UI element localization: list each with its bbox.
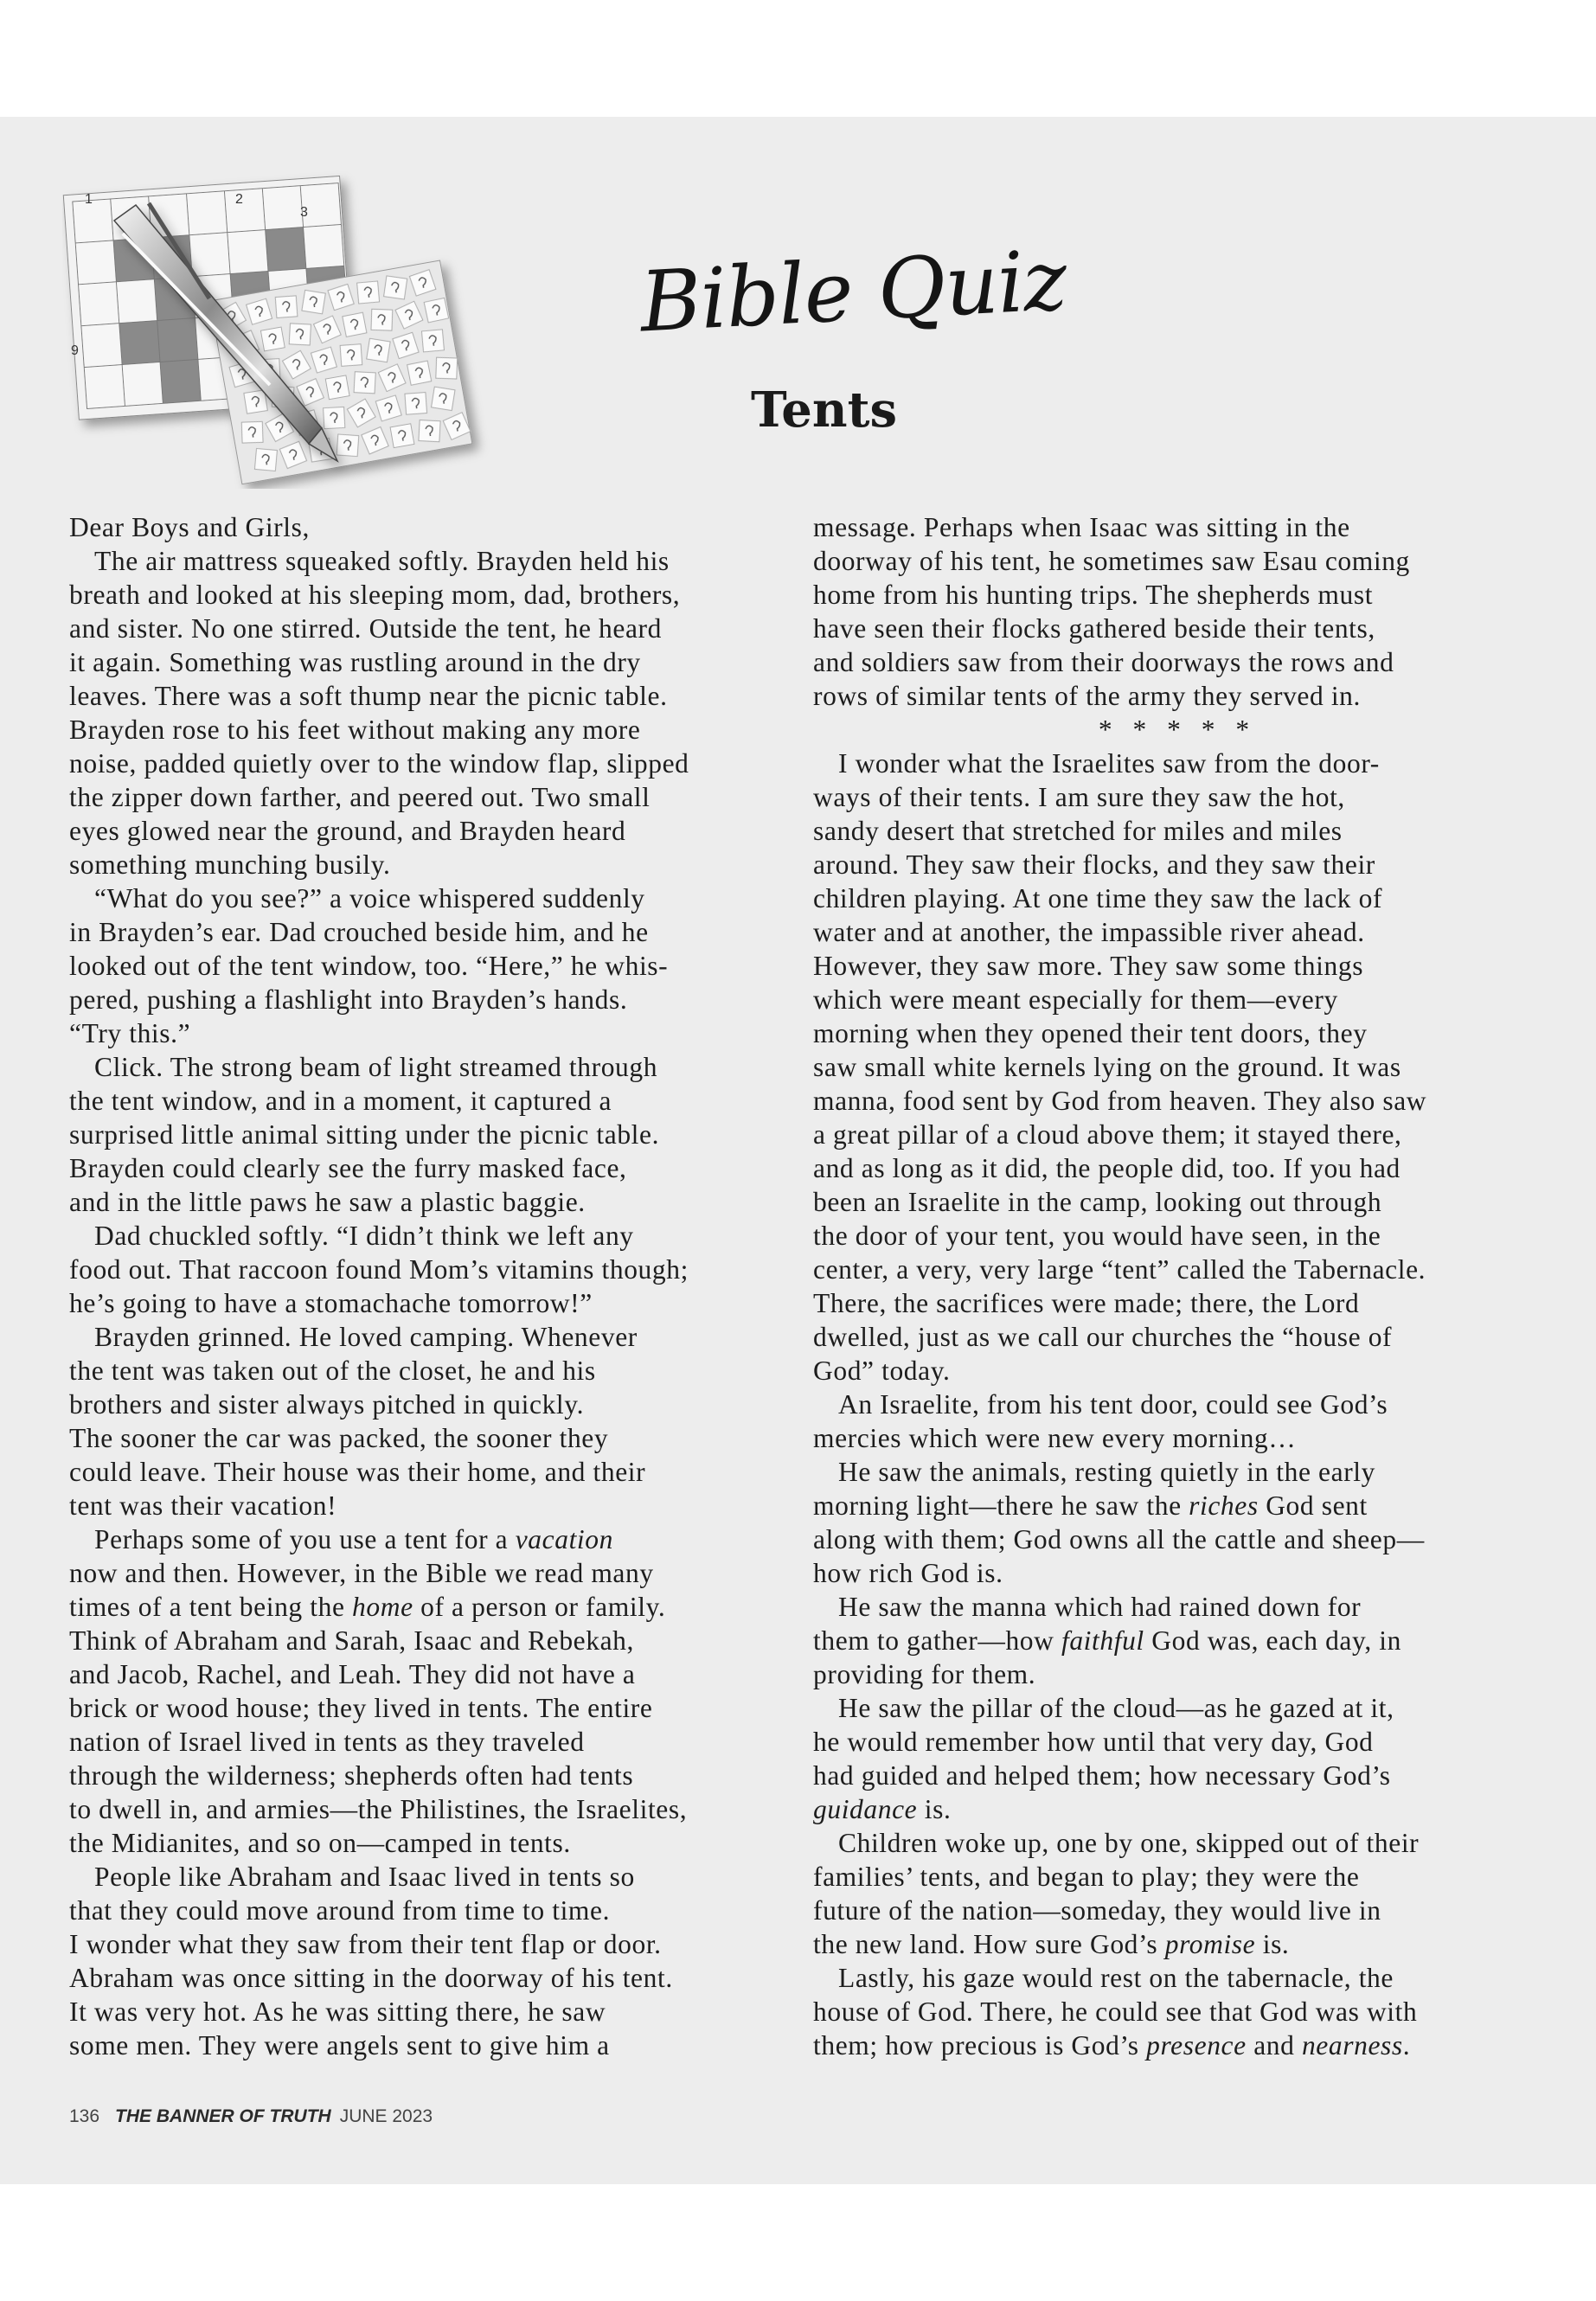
- text-line: pered, pushing a flashlight into Brayden’s hands.: [69, 984, 628, 1015]
- text-line: guidance is.: [813, 1794, 952, 1824]
- text-line: he would remember how until that very day, God: [813, 1727, 1374, 1757]
- text-line: the tent window, and in a moment, it captured a: [69, 1086, 612, 1116]
- text-line: around. They saw their flocks, and they saw their: [813, 849, 1375, 880]
- text-line: that they could move around from time to time.: [69, 1895, 611, 1926]
- text-line: nation of Israel lived in tents as they traveled: [69, 1727, 585, 1757]
- text-line: to dwell in, and armies—the Philistines, the Israelites,: [69, 1794, 688, 1824]
- page-footer: [69, 2102, 433, 2131]
- text-line: times of a tent being the home of a person or family.: [69, 1592, 666, 1622]
- text-line: An Israelite, from his tent door, could see God’s: [838, 1389, 1388, 1420]
- text-line: food out. That raccoon found Mom’s vitamins though;: [69, 1254, 689, 1285]
- right-text-column: [813, 510, 1542, 2062]
- grid-number-9: 9: [71, 343, 79, 358]
- text-line: in Brayden’s ear. Dad crouched beside him, and he: [69, 917, 649, 947]
- text-line: some men. They were angels sent to give him a: [69, 2030, 610, 2061]
- text-line: He saw the manna which had rained down for: [838, 1592, 1362, 1622]
- magazine-name: THE BANNER OF TRUTH: [115, 2106, 331, 2126]
- text-line: noise, padded quietly over to the window flap, slipped: [69, 748, 689, 779]
- crossword-pen-illustration: [62, 169, 495, 489]
- text-line: the door of your tent, you would have seen, in the: [813, 1221, 1381, 1251]
- text-line: the new land. How sure God’s promise is.: [813, 1929, 1290, 1959]
- text-line: a great pillar of a cloud above them; it stayed there,: [813, 1119, 1402, 1150]
- text-line: “What do you see?” a voice whispered suddenly: [94, 883, 645, 913]
- text-line: tent was their vacation!: [69, 1490, 337, 1521]
- text-line: rows of similar tents of the army they served in.: [813, 681, 1362, 711]
- text-line: There, the sacrifices were made; there, the Lord: [813, 1288, 1360, 1318]
- text-line: could leave. Their house was their home, and their: [69, 1457, 646, 1487]
- text-line: Click. The strong beam of light streamed through: [94, 1052, 658, 1082]
- text-line: doorway of his tent, he sometimes saw Esau coming: [813, 546, 1410, 576]
- page-number: 136: [69, 2106, 100, 2126]
- text-line: looked out of the tent window, too. “Here,” he whis-: [69, 951, 669, 981]
- page-title: Bible Quiz: [638, 231, 1069, 351]
- text-line: them; how precious is God’s presence and nearness.: [813, 2030, 1411, 2061]
- text-line: had guided and helped them; how necessary God’s: [813, 1760, 1391, 1791]
- grid-number-2: 2: [235, 192, 243, 207]
- text-line: surprised little animal sitting under the picnic table.: [69, 1119, 660, 1150]
- text-line: The air mattress squeaked softly. Brayden held his: [94, 546, 670, 576]
- text-line: He saw the pillar of the cloud—as he gazed at it,: [838, 1693, 1394, 1723]
- text-line: which were meant especially for them—every: [813, 984, 1338, 1015]
- text-line: brothers and sister always pitched in quickly.: [69, 1389, 585, 1420]
- text-line: and sister. No one stirred. Outside the tent, he heard: [69, 613, 662, 644]
- text-line: God” today.: [813, 1356, 951, 1386]
- text-line: Brayden grinned. He loved camping. Whenever: [94, 1322, 638, 1352]
- text-line: It was very hot. As he was sitting there, he saw: [69, 1997, 606, 2027]
- grid-number-3: 3: [300, 205, 308, 220]
- text-line: I wonder what they saw from their tent flap or door.: [69, 1929, 662, 1959]
- text-line: children playing. At one time they saw the lack of: [813, 883, 1383, 913]
- text-line: Brayden rose to his feet without making any more: [69, 715, 641, 745]
- text-line: dwelled, just as we call our churches the “house of: [813, 1322, 1393, 1352]
- text-line: breath and looked at his sleeping mom, dad, brothers,: [69, 580, 681, 610]
- text-line: Think of Abraham and Sarah, Isaac and Rebekah,: [69, 1625, 635, 1656]
- text-line: I wonder what the Israelites saw from the door-: [838, 748, 1380, 779]
- text-line: water and at another, the impassible river ahead.: [813, 917, 1365, 947]
- issue-date: JUNE 2023: [339, 2106, 433, 2126]
- text-line: manna, food sent by God from heaven. They also saw: [813, 1086, 1427, 1116]
- text-line: center, a very, very large “tent” called the Tabernacle.: [813, 1254, 1426, 1285]
- text-line: the Midianites, and so on—camped in tents.: [69, 1828, 571, 1858]
- text-line: morning light—there he saw the riches God sent: [813, 1490, 1368, 1521]
- text-line: People like Abraham and Isaac lived in tents so: [94, 1862, 635, 1892]
- text-line: how rich God is.: [813, 1558, 1003, 1588]
- article-subtitle: Tents: [751, 381, 897, 439]
- text-line: Dear Boys and Girls,: [69, 512, 310, 542]
- text-line: been an Israelite in the camp, looking out through: [813, 1187, 1382, 1217]
- text-line: Dad chuckled softly. “I didn’t think we left any: [94, 1221, 634, 1251]
- text-line: future of the nation—someday, they would live in: [813, 1895, 1381, 1926]
- text-line: brick or wood house; they lived in tents. The entire: [69, 1693, 653, 1723]
- text-line: message. Perhaps when Isaac was sitting in the: [813, 512, 1350, 542]
- text-line: He saw the animals, resting quietly in the early: [838, 1457, 1376, 1487]
- text-line: leaves. There was a soft thump near the picnic table.: [69, 681, 668, 711]
- text-line: something munching busily.: [69, 849, 391, 880]
- text-line: and Jacob, Rachel, and Leah. They did not have a: [69, 1659, 636, 1689]
- text-line: * * * * *: [1098, 715, 1257, 745]
- text-line: now and then. However, in the Bible we read many: [69, 1558, 654, 1588]
- text-line: saw small white kernels lying on the ground. It was: [813, 1052, 1401, 1082]
- text-line: sandy desert that stretched for miles and miles: [813, 816, 1343, 846]
- text-line: along with them; God owns all the cattle and sheep—: [813, 1524, 1425, 1554]
- text-line: Lastly, his gaze would rest on the tabernacle, the: [838, 1963, 1394, 1993]
- grid-number-1: 1: [85, 192, 93, 207]
- text-line: and soldiers saw from their doorways the rows and: [813, 647, 1394, 677]
- text-line: house of God. There, he could see that God was with: [813, 1997, 1418, 2027]
- text-line: them to gather—how faithful God was, each day, in: [813, 1625, 1401, 1656]
- text-line: home from his hunting trips. The shepherds must: [813, 580, 1374, 610]
- text-line: families’ tents, and began to play; they were the: [813, 1862, 1360, 1892]
- text-line: ways of their tents. I am sure they saw the hot,: [813, 782, 1345, 812]
- text-line: the tent was taken out of the closet, he and his: [69, 1356, 596, 1386]
- text-line: The sooner the car was packed, the sooner they: [69, 1423, 609, 1453]
- text-line: Children woke up, one by one, skipped out of their: [838, 1828, 1420, 1858]
- text-line: “Try this.”: [69, 1018, 191, 1048]
- text-line: Brayden could clearly see the furry masked face,: [69, 1153, 627, 1183]
- text-line: eyes glowed near the ground, and Brayden heard: [69, 816, 626, 846]
- text-line: morning when they opened their tent doors, they: [813, 1018, 1368, 1048]
- text-line: it again. Something was rustling around in the dry: [69, 647, 641, 677]
- text-line: and in the little paws he saw a plastic baggie.: [69, 1187, 586, 1217]
- text-line: through the wilderness; shepherds often had tents: [69, 1760, 634, 1791]
- text-line: the zipper down farther, and peered out. Two small: [69, 782, 651, 812]
- left-text-column: [69, 510, 798, 2062]
- text-line: he’s going to have a stomachache tomorrow!”: [69, 1288, 593, 1318]
- text-line: Abraham was once sitting in the doorway of his tent.: [69, 1963, 673, 1993]
- text-line: However, they saw more. They saw some things: [813, 951, 1364, 981]
- text-line: providing for them.: [813, 1659, 1036, 1689]
- text-line: mercies which were new every morning…: [813, 1423, 1297, 1453]
- text-line: Perhaps some of you use a tent for a vacation: [94, 1524, 613, 1554]
- text-line: have seen their flocks gathered beside their tents,: [813, 613, 1375, 644]
- text-line: and as long as it did, the people did, too. If you had: [813, 1153, 1401, 1183]
